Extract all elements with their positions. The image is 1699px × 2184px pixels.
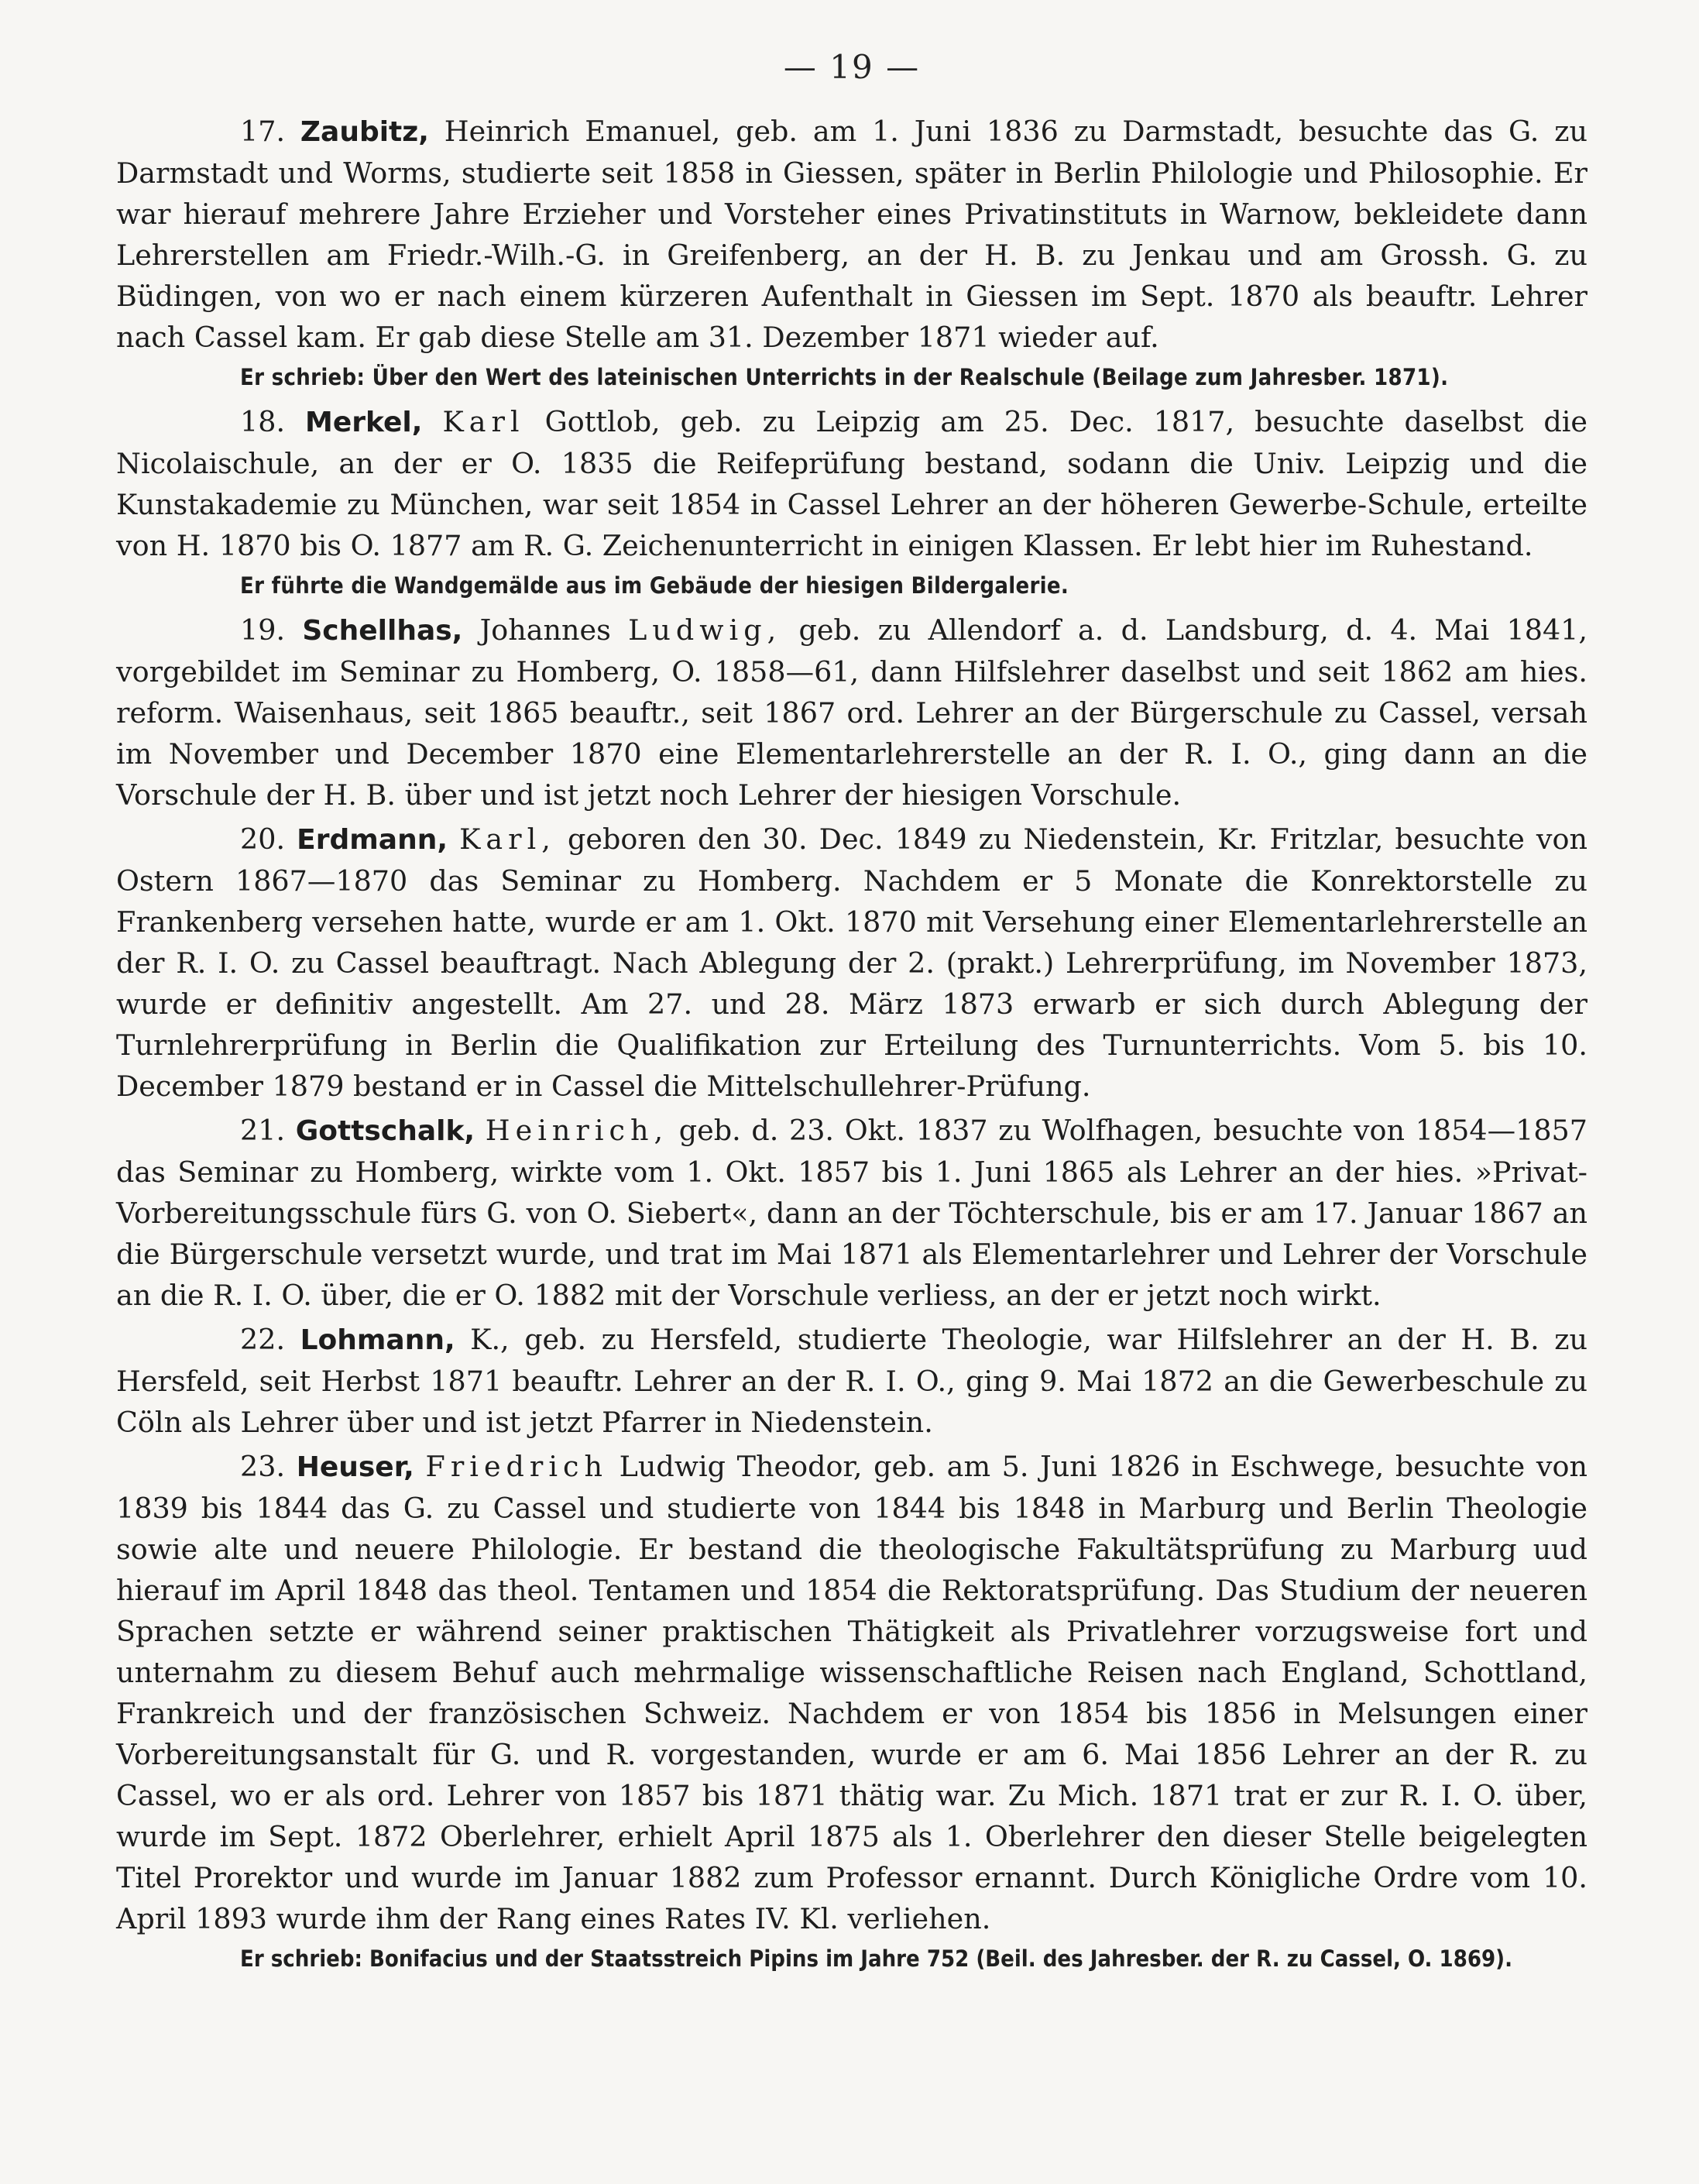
entry-text: geb. zu Hersfeld, studierte Theologie, war Hilfslehrer an der H. B. zu Hersfeld, seit Herbst 1871 beauftr. Lehrer an der R. I. O., ging 9. Mai 1872 an die Gewerbeschule zu Cöln als Lehrer über und ist jetzt Pfarrer in Niedenstein.: [116, 1323, 1587, 1439]
entry-given-name-spaced: Heinrich,: [485, 1114, 669, 1147]
entry-surname: Lohmann,: [300, 1324, 455, 1356]
entry-text: geb. d. 23. Okt. 1837 zu Wolfhagen, besuchte von 1854—1857 das Seminar zu Homberg, wirkte vom 1. Okt. 1857 bis 1. Juni 1865 als Lehrer an der hies. »Privat-Vorbereitungsschule fürs G. von O. Siebert«, dann an der Töchterschule, bis er am 17. Januar 1867 an die Bürgerschule versetzt wurde, und trat im Mai 1871 als Elementarlehrer und Lehrer der Vorschule an die R. I. O. über, die er O. 1882 mit der Vorschule verliess, an der er jetzt noch wirkt.: [116, 1114, 1587, 1312]
entry-19: [116, 610, 1587, 816]
page-number: — 19 —: [783, 48, 921, 86]
entry-text: geb. am 5. Juni 1826 in Eschwege, besuchte von 1839 bis 1844 das G. zu Cassel und studierte von 1844 bis 1848 in Marburg und Berlin Theologie sowie alte und neuere Philologie. Er bestand die theologische Fakultätsprüfung zu Marburg uud hierauf im April 1848 das theol. Tentamen und 1854 die Rektoratsprüfung. Das Studium der neueren Sprachen setzte er während seiner praktischen Thätigkeit als Privatlehrer vorzugsweise fort und unternahm zu diesem Behuf auch mehrmalige wissenschaftliche Reisen nach England, Schottland, Frankreich und der französischen Schweiz. Nachdem er von 1854 bis 1856 in Melsungen einer Vorbereitungsanstalt für G. und R. vorgestanden, wurde er am 6. Mai 1856 Lehrer an der R. zu Cassel, wo er als ord. Lehrer von 1857 bis 1871 thätig war. Zu Mich. 1871 trat er zur R. I. O. über, wurde im Sept. 1872 Oberlehrer, erhielt April 1875 als 1. Oberlehrer den dieser Stelle beigelegten Titel Prorektor und wurde im Januar 1882 zum Professor ernannt. Durch Königliche Ordre vom 10. April 1893 wurde ihm der Rang eines Rates IV. Kl. verliehen.: [116, 1450, 1587, 1935]
entry-number: 21.: [240, 1114, 286, 1147]
entry-given-name-spaced: Karl,: [459, 822, 556, 856]
entry-text: geb. zu Allendorf a. d. Landsburg, d. 4. Mai 1841, vorgebildet im Seminar zu Homberg, O. 1858—61, dann Hilfslehrer daselbst und seit 1862 am hies. reform. Waisenhaus, seit 1865 beauftr., seit 1867 ord. Lehrer an der Bürgerschule zu Cassel, versah im November und December 1870 eine Elementarlehrerstelle an der R. I. O., ging dann an die Vorschule der H. B. über und ist jetzt noch Lehrer der hiesigen Vorschule.: [116, 613, 1587, 812]
entry-number: 19.: [240, 613, 286, 647]
entry-20: [116, 819, 1587, 1107]
entry-given-names: Gottlob,: [544, 405, 661, 438]
entry-given-name-spaced: Ludwig,: [628, 613, 782, 647]
entry-number: 22.: [240, 1323, 286, 1356]
entry-given-names: Heinrich Emanuel,: [444, 115, 721, 148]
entry-given-names: K.,: [470, 1323, 510, 1356]
entry-22: [116, 1319, 1587, 1443]
entry-number: 18.: [240, 405, 286, 438]
entry-surname: Schellhas,: [302, 615, 463, 647]
entry-18-note: Er führte die Wandgemälde aus im Gebäude der hiesigen Bildergalerie.: [240, 572, 1069, 599]
entry-17: [116, 111, 1587, 358]
entry-number: 17.: [240, 115, 286, 148]
entry-text: geboren den 30. Dec. 1849 zu Niedenstein, Kr. Fritzlar, besuchte von Ostern 1867—1870 das Seminar zu Homberg. Nachdem er 5 Monate die Konrektorstelle zu Frankenberg versehen hatte, wurde er am 1. Okt. 1870 mit Versehung einer Elementarlehrerstelle an der R. I. O. zu Cassel beauftragt. Nach Ablegung der 2. (prakt.) Lehrerprüfung, im November 1873, wurde er definitiv angestellt. Am 27. und 28. März 1873 erwarb er sich durch Ablegung der Turnlehrerprüfung in Berlin die Qualifikation zur Erteilung des Turnunterrichts. Vom 5. bis 10. December 1879 bestand er in Cassel die Mittelschullehrer-Prüfung.: [116, 822, 1588, 1103]
entry-surname: Merkel,: [305, 407, 423, 438]
entry-surname: Gottschalk,: [295, 1115, 475, 1147]
entry-surname: Heuser,: [296, 1451, 414, 1483]
entry-text: geb. zu Leipzig am 25. Dec. 1817, besuchte daselbst die Nicolaischule, an der er O. 1835 die Reifeprüfung bestand, sodann die Univ. Leipzig und die Kunstakademie zu München, war seit 1854 in Cassel Lehrer an der höheren Gewerbe-Schule, erteilte von H. 1870 bis O. 1877 am R. G. Zeichenunterricht in einigen Klassen. Er lebt hier im Ruhestand.: [116, 405, 1588, 562]
entry-given-name-spaced: Karl: [442, 405, 525, 438]
entry-given-name-spaced: Friedrich: [425, 1450, 608, 1483]
entry-text: geb. am 1. Juni 1836 zu Darmstadt, besuchte das G. zu Darmstadt und Worms, studierte seit 1858 in Giessen, später in Berlin Philologie und Philosophie. Er war hierauf mehrere Jahre Erzieher und Vorsteher eines Privatinstituts in Warnow, bekleidete dann Lehrerstellen am Friedr.-Wilh.-G. in Greifenberg, an der H. B. zu Jenkau und am Grossh. G. zu Büdingen, von wo er nach einem kürzeren Aufenthalt in Giessen im Sept. 1870 als beauftr. Lehrer nach Cassel kam. Er gab diese Stelle am 31. Dezember 1871 wieder auf.: [116, 115, 1587, 354]
entry-given-names: Ludwig Theodor,: [619, 1450, 863, 1483]
entry-number: 20.: [240, 822, 286, 856]
entry-given-names: Johannes: [479, 613, 611, 647]
entry-number: 23.: [240, 1450, 286, 1483]
entry-23-publication-note: Er schrieb: Bonifacius und der Staatsstreich Pipins im Jahre 752 (Beil. des Jahresber. der R. zu Cassel, O. 1869).: [240, 1945, 1512, 1972]
entry-surname: Zaubitz,: [300, 116, 429, 148]
entry-21: [116, 1110, 1587, 1316]
entry-17-publication-note: Er schrieb: Über den Wert des lateinischen Unterrichts in der Realschule (Beilage zum Jahresber. 1871).: [240, 364, 1449, 390]
entry-18: [116, 401, 1587, 566]
entry-23: [116, 1446, 1587, 1939]
document-page: [116, 48, 1587, 1983]
entry-surname: Erdmann,: [297, 824, 448, 856]
